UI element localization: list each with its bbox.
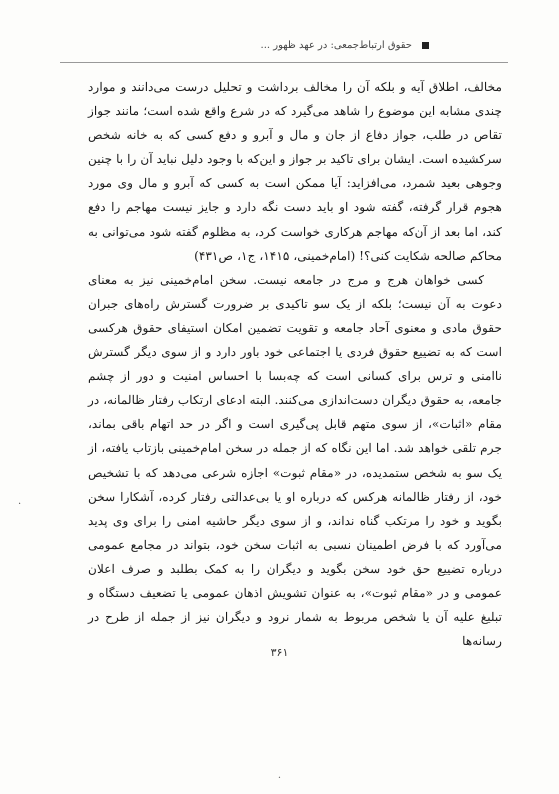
page-header <box>72 40 429 51</box>
running-head: حقوق ارتباط‌جمعی: در عهد ظهور ... <box>260 40 412 51</box>
bottom-margin-mark: . <box>277 770 282 781</box>
paragraph-2: کسی خواهان هرج و مرج در جامعه نیست. سخن امام‌خمینی نیز به معنای دعوت به آن نیست؛ بلکه از یک سو تاکیدی بر ضرورت گسترش راه‌های جبران حقوق مادی و معنوی آحاد جامعه و تقویت تضمین امکان استیفای حقوق هرکسی است که به تضییع حقوق فردی یا اجتماعی خود باور دارد و از سوی دیگر گسترش ناامنی و ترس برای کسانی است که چه‌بسا با احساس امنیت و دور از چشم جامعه، به حقوق دیگران دست‌اندازی می‌کنند. البته ادعای ارتکاب رفتار ظالمانه، در مقام «اثبات»، از سوی متهم قابل پی‌گیری است و اگر در حد اتهام باقی بماند، جرم تلقی خواهد شد. اما این نگاه که از جمله در سخن امام‌خمینی بازتاب یافته، از یک سو به شخص ستمدیده، در «مقام ثبوت» اجازه شرعی می‌دهد که با تشخیص خود، از رفتار ظالمانه هرکس که درباره او یا بی‌عدالتی رفتار کرده، آشکارا سخن بگوید و خود را مرتکب گناه نداند، و از سوی دیگر حاشیه امنی را برای وی پدید می‌آورد که با فرض اطمینان نسبی به اثبات سخن خود، بتواند در مجامع عمومی درباره تضییع حق خود سخن بگوید و دیگران را به کمک بطلبد و صرف اعلان عمومی و در «مقام ثبوت»، به عنوان تشویش اذهان عمومی یا تضعیف دستگاه و تبلیغ علیه آن یا شخص مربوط به شمار نرود و دیگران نیز از جمله از طرح در رسانه‌ها <box>88 272 502 649</box>
header-divider <box>60 62 508 63</box>
square-marker-icon <box>422 42 429 49</box>
paragraph-1: مخالف، اطلاق آیه و بلکه آن را مخالف برداشت و تحلیل درست می‌دانند و موارد چندی مشابه این موضوع را شاهد می‌گیرد که در شرع واقع شده است؛ مانند جواز تقاص در طلب، جواز دفاع از جان و مال و آبرو و دفع کسی که به خانه شخص سرکشیده است. ایشان برای تاکید بر جواز و این‌که با وجود دلیل نباید آن را با چنین وجوهی بعید شمرد، می‌افزاید: آیا ممکن است به کسی که آبرو و مال وی مورد هجوم قرار گرفته، گفته شود او باید دست نگه دارد و جایز نیست مهاجم را دفع کند، اما بعد از آن‌که مهاجم هرکاری خواست کرد، به مظلوم گفته شود می‌توانی به محاکم صالحه شکایت کنی؟! (امام‌خمینی، ۱۴۱۵، ج۱، ص۴۳۱) <box>88 80 502 263</box>
margin-mark: . <box>18 496 22 507</box>
body-text <box>88 75 502 653</box>
page-number: ۳۶۱ <box>270 646 289 659</box>
